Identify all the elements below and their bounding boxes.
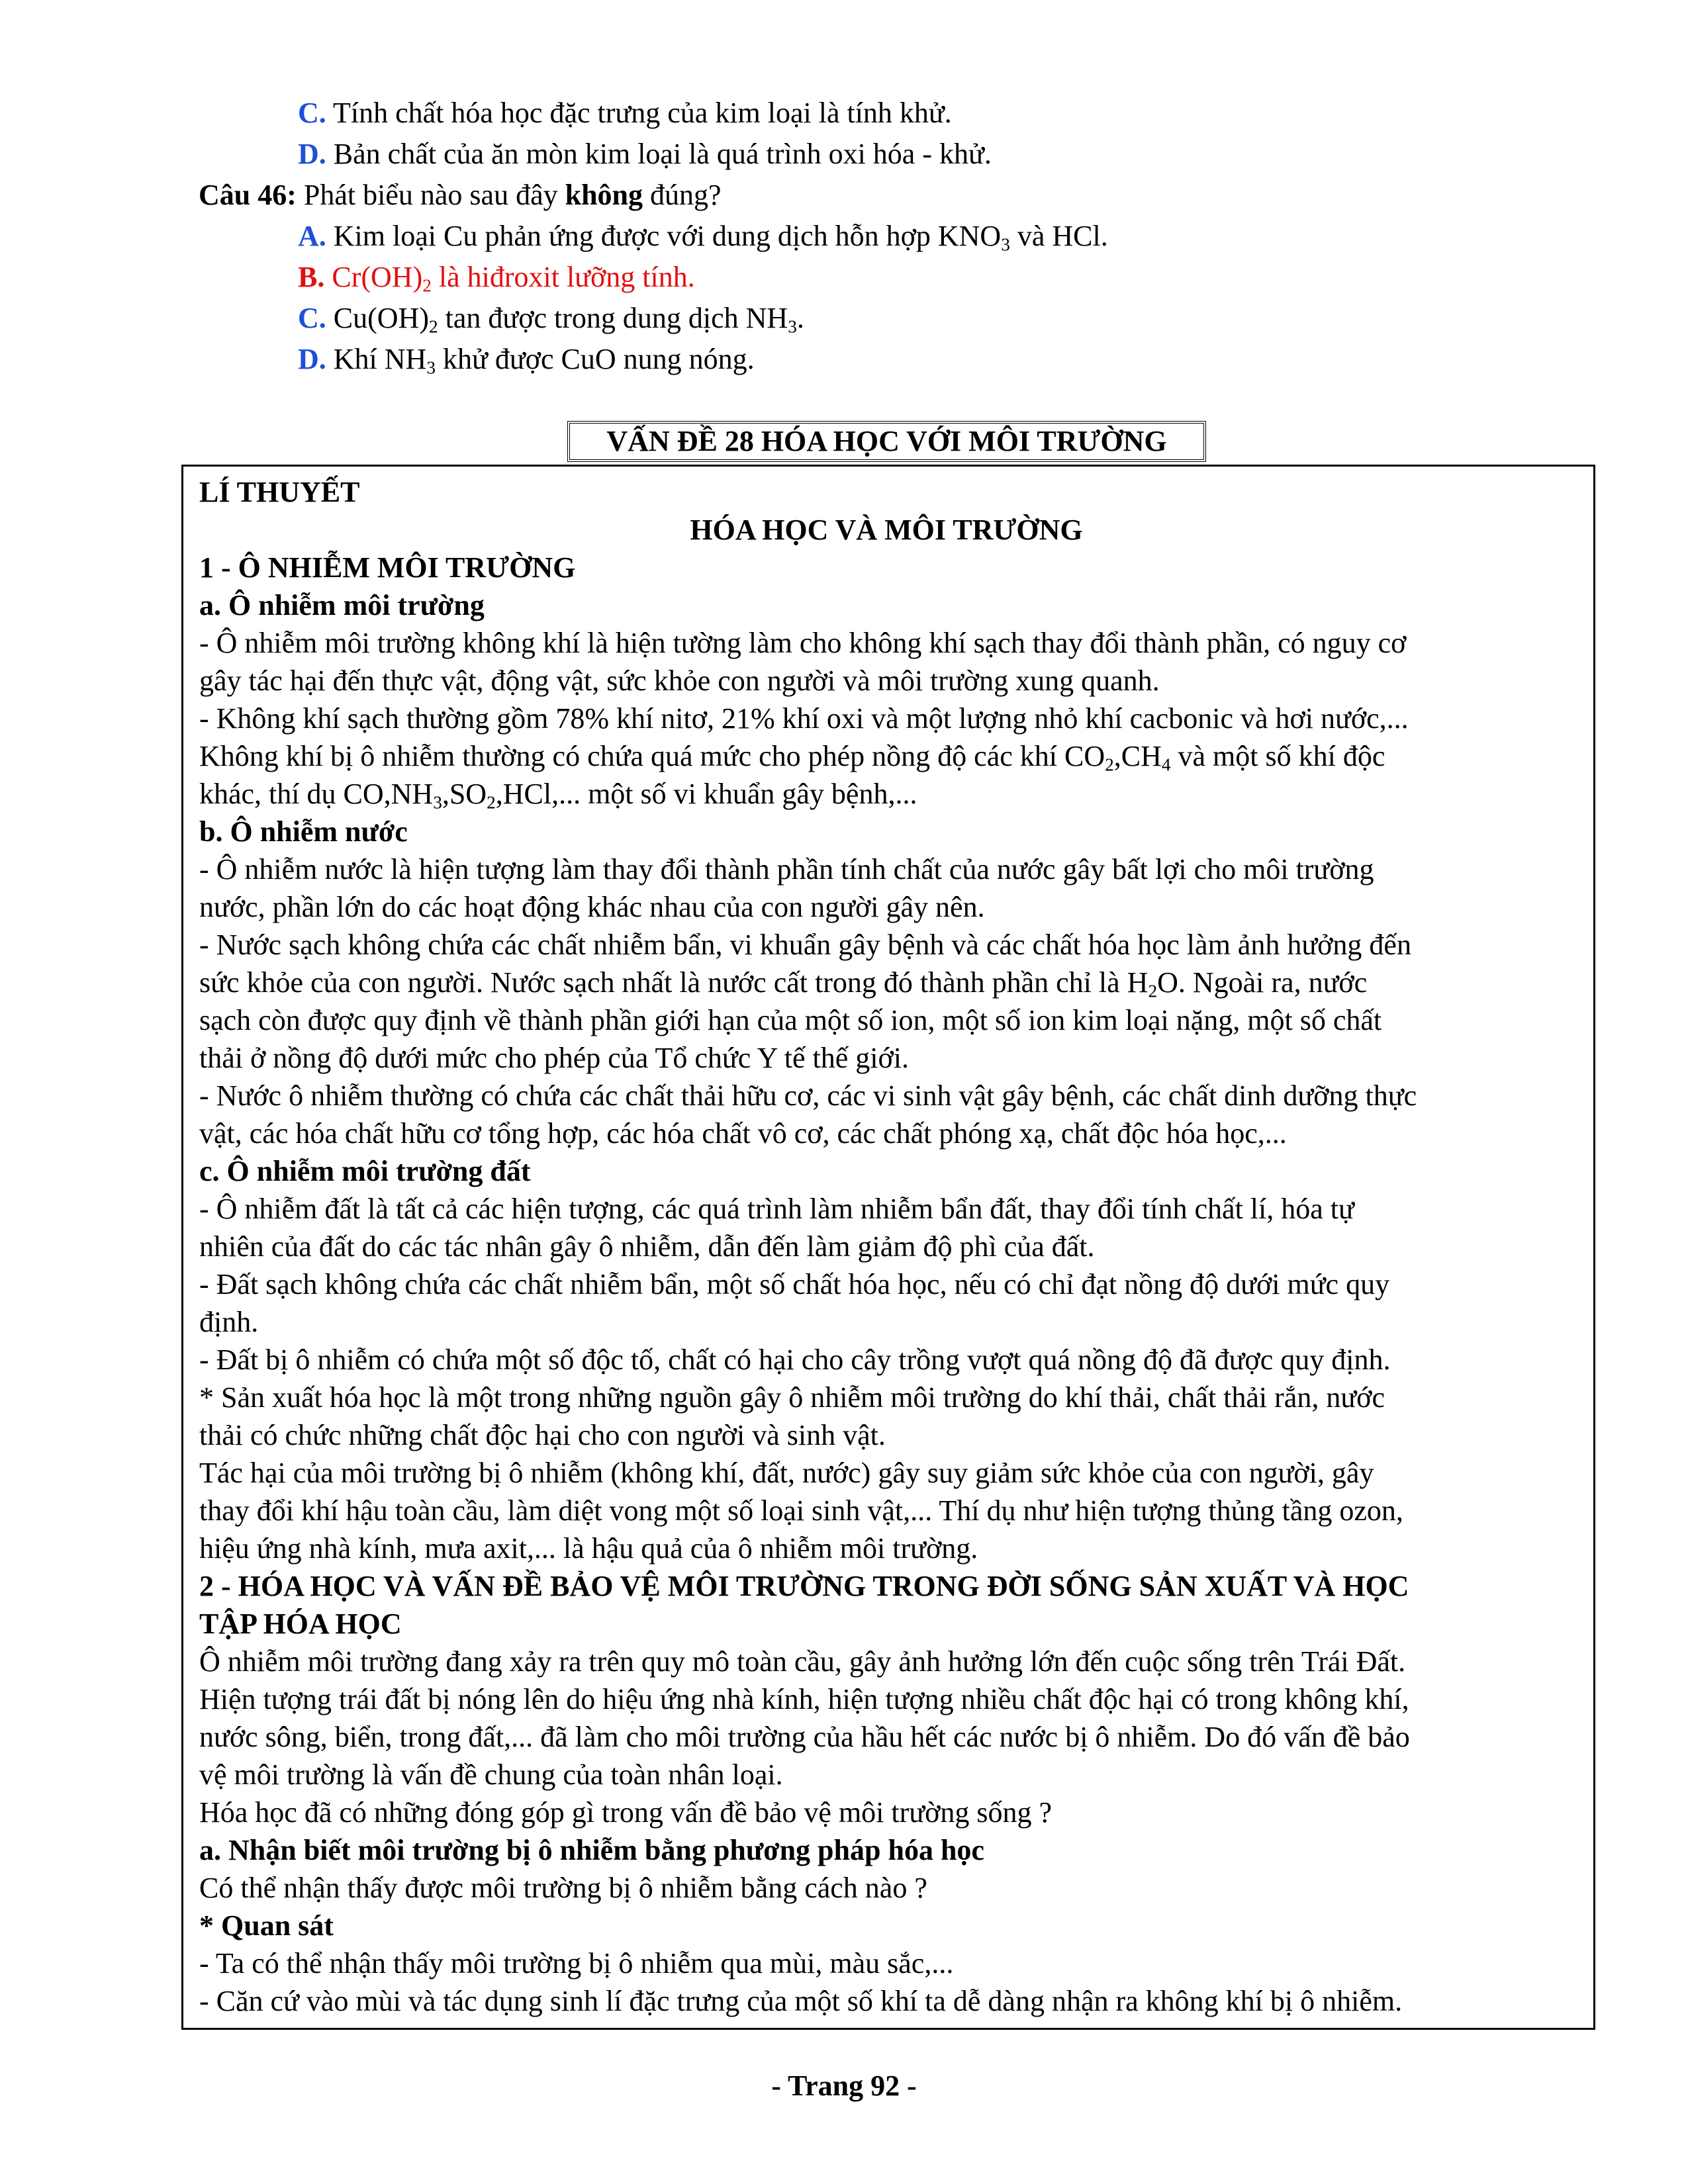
option-c: C. $Cu(OH)_2$ tan được trong dung dịch $NH_3$. <box>298 302 804 337</box>
option-b-answer: B. $Cr(OH)_2$ là hiđroxit lưỡng tính. <box>298 261 695 296</box>
paragraph-line: - Đất sạch không chứa các chất nhiễm bẩn, một số chất hóa học, nếu có chỉ đạt nồng độ dưới mức quy <box>199 1268 1390 1300</box>
paragraph-line: gây tác hại đến thực vật, động vật, sức khỏe con người và môi trường xung quanh. <box>199 664 1160 697</box>
section-title: VẤN ĐỀ 28 HÓA HỌC VỚI MÔI TRƯỜNG <box>567 421 1206 462</box>
heading-2-cont: TẬP HÓA HỌC <box>199 1608 402 1640</box>
option-d: D. Khí $NH_3$ khử được CuO nung nóng. <box>298 343 755 378</box>
paragraph-line: thải có chức những chất độc hại cho con người và sinh vật. <box>199 1419 886 1451</box>
paragraph-line: - Ô nhiễm đất là tất cả các hiện tượng, các quá trình làm nhiễm bẩn đất, thay đổi tính chất lí, hóa tự <box>199 1193 1354 1225</box>
theory-title: HÓA HỌC VÀ MÔI TRƯỜNG <box>690 514 1083 546</box>
question-46: Câu 46: Phát biểu nào sau đây không đúng? <box>199 179 722 211</box>
theory-label: LÍ THUYẾT <box>199 476 360 508</box>
paragraph-line: định. <box>199 1306 259 1338</box>
paragraph-line: Tác hại của môi trường bị ô nhiễm (không khí, đất, nước) gây suy giảm sức khỏe của con người, gây <box>199 1457 1374 1489</box>
subheading-a: a. Ô nhiễm môi trường <box>199 589 485 621</box>
paragraph-line: * Sản xuất hóa học là một trong những nguồn gây ô nhiễm môi trường do khí thải, chất thải rắn, nước <box>199 1381 1385 1414</box>
paragraph-line: thay đổi khí hậu toàn cầu, làm diệt vong một số loại sinh vật,... Thí dụ như hiện tượng thủng tầng ozon, <box>199 1494 1403 1527</box>
paragraph-line: nước sông, biển, trong đất,... đã làm cho môi trường của hầu hết các nước bị ô nhiễm. Do đó vấn đề bảo <box>199 1721 1410 1753</box>
paragraph-line: thải ở nồng độ dưới mức cho phép của Tổ chức Y tế thế giới. <box>199 1042 910 1074</box>
theory-box <box>181 465 1595 2030</box>
paragraph-line: khác, thí dụ $CO,NH_3,SO_2,HCl$,... một số vi khuẩn gây bệnh,... <box>199 778 917 813</box>
page-number: - Trang 92 - <box>771 2070 917 2102</box>
paragraph-line: nhiên của đất do các tác nhân gây ô nhiễm, dẫn đến làm giảm độ phì của đất. <box>199 1230 1095 1263</box>
subheading-2a: a. Nhận biết môi trường bị ô nhiễm bằng phương pháp hóa học <box>199 1834 984 1866</box>
option-d-prev: D. Bản chất của ăn mòn kim loại là quá trình oxi hóa - khử. <box>298 138 992 170</box>
paragraph-line: sức khỏe của con người. Nước sạch nhất là nước cất trong đó thành phần chỉ là $H_2O$. Ngoài ra, nước <box>199 966 1368 1001</box>
paragraph-line: sạch còn được quy định về thành phần giới hạn của một số ion, một số ion kim loại nặng, một số chất <box>199 1004 1382 1036</box>
paragraph-line: - Ô nhiễm nước là hiện tượng làm thay đổi thành phần tính chất của nước gây bất lợi cho môi trường <box>199 853 1374 886</box>
subheading-b: b. Ô nhiễm nước <box>199 815 408 848</box>
paragraph-line: Hiện tượng trái đất bị nóng lên do hiệu ứng nhà kính, hiện tượng nhiều chất độc hại có trong không khí, <box>199 1683 1409 1715</box>
paragraph-line: - Nước ô nhiễm thường có chứa các chất thải hữu cơ, các vi sinh vật gây bệnh, các chất dinh dưỡng thực <box>199 1079 1417 1112</box>
paragraph-line: vệ môi trường là vấn đề chung của toàn nhân loại. <box>199 1758 783 1791</box>
paragraph-line: Ô nhiễm môi trường đang xảy ra trên quy mô toàn cầu, gây ảnh hưởng lớn đến cuộc sống trên Trái Đất. <box>199 1645 1406 1678</box>
paragraph-line: - Đất bị ô nhiễm có chứa một số độc tố, chất có hại cho cây trồng vượt quá nồng độ đã được quy định. <box>199 1343 1391 1376</box>
paragraph-line: - Không khí sạch thường gồm 78% khí nitơ, 21% khí oxi và một lượng nhỏ khí cacbonic và hơi nước,... <box>199 702 1409 735</box>
paragraph-line: - Nước sạch không chứa các chất nhiễm bẩn, vi khuẩn gây bệnh và các chất hóa học làm ảnh hưởng đến <box>199 929 1411 961</box>
subheading-c: c. Ô nhiễm môi trường đất <box>199 1155 531 1187</box>
heading-2: 2 - HÓA HỌC VÀ VẤN ĐỀ BẢO VỆ MÔI TRƯỜNG TRONG ĐỜI SỐNG SẢN XUẤT VÀ HỌC <box>199 1570 1409 1602</box>
subheading-observe: * Quan sát <box>199 1909 334 1942</box>
paragraph-line: - Căn cứ vào mùi và tác dụng sinh lí đặc trưng của một số khí ta dễ dàng nhận ra không khí bị ô nhiễm. <box>199 1985 1403 2017</box>
paragraph-line: - Ta có thể nhận thấy môi trường bị ô nhiễm qua mùi, màu sắc,... <box>199 1947 954 1979</box>
paragraph-line: vật, các hóa chất hữu cơ tổng hợp, các hóa chất vô cơ, các chất phóng xạ, chất độc hóa học,... <box>199 1117 1287 1150</box>
paragraph-line: nước, phần lớn do các hoạt động khác nhau của con người gây nên. <box>199 891 985 923</box>
paragraph-line: Không khí bị ô nhiễm thường có chứa quá mức cho phép nồng độ các khí $CO_2,CH_4$ và một số khí độc <box>199 740 1385 775</box>
heading-1: 1 - Ô NHIỄM MÔI TRƯỜNG <box>199 551 576 584</box>
option-c-prev: C. Tính chất hóa học đặc trưng của kim loại là tính khử. <box>298 97 952 129</box>
previous-question-section <box>199 93 1589 380</box>
paragraph-line: Hóa học đã có những đóng góp gì trong vấn đề bảo vệ môi trường sống ? <box>199 1796 1053 1829</box>
option-a: A. Kim loại Cu phản ứng được với dung dịch hỗn hợp $KNO_3$ và HCl. <box>298 220 1108 255</box>
paragraph-line: - Ô nhiễm môi trường không khí là hiện tường làm cho không khí sạch thay đổi thành phần, có nguy cơ <box>199 627 1407 659</box>
paragraph-line: Có thể nhận thấy được môi trường bị ô nhiễm bằng cách nào ? <box>199 1872 927 1904</box>
paragraph-line: hiệu ứng nhà kính, mưa axit,... là hậu quả của ô nhiễm môi trường. <box>199 1532 978 1565</box>
